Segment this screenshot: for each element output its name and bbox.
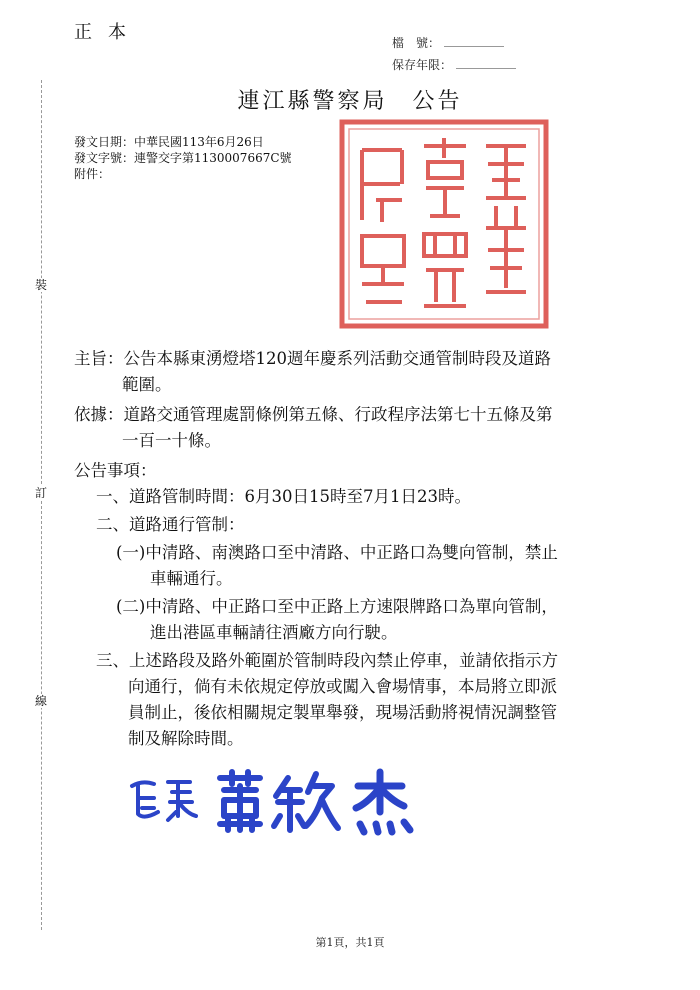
binding-char-xian: 線 <box>34 694 47 708</box>
notice-item-3-line-1: 三、上述路段及路外範圍於管制時段內禁止停車，並請依指示方 <box>96 651 558 670</box>
document-header <box>74 134 292 182</box>
notice-sub-1-line-1: (一)中清路、南澳路口至中清路、中正路口為雙向管制，禁止 <box>116 543 558 562</box>
reference-number: 發文字號：連警交字第1130007667C號 <box>74 151 292 165</box>
notice-sub-2-line-1: (二)中清路、中正路口至中正路上方速限牌路口為單向管制， <box>116 597 558 616</box>
notice-item-2: 二、道路通行管制： <box>96 515 245 534</box>
signature-image <box>128 764 428 840</box>
basis-line-1: 依據：道路交通管理處罰條例第五條、行政程序法第七十五條及第 <box>74 405 553 424</box>
binding-char-zhuang: 裝 <box>34 278 47 292</box>
basis-line-2: 一百一十條。 <box>122 431 221 450</box>
signature-strokes <box>132 772 410 832</box>
binding-line <box>41 80 42 930</box>
file-number-value <box>444 45 504 47</box>
copy-mark: 正本 <box>74 22 142 43</box>
notice-item-1: 一、道路管制時間：6月30日15時至7月1日23時。 <box>96 487 471 506</box>
file-number-label: 檔 號： <box>392 36 441 50</box>
document-title: 連江縣警察局 公告 <box>237 89 463 114</box>
notice-item-3-line-2: 向通行，倘有未依規定停放或闖入會場情事，本局將立即派 <box>128 677 557 696</box>
notice-item-3-line-3: 員制止，後依相關規定製單舉發，現場活動將視情況調整管 <box>128 703 557 722</box>
notice-sub-2-line-2: 進出港區車輛請往酒廠方向行駛。 <box>150 623 398 642</box>
retention-value <box>456 67 516 69</box>
binding-margin <box>34 80 48 930</box>
retention-label: 保存年限： <box>392 58 453 72</box>
notice-sub-1-line-2: 車輛通行。 <box>150 569 233 588</box>
seal-mark <box>342 122 546 326</box>
file-number-field <box>392 34 504 51</box>
subject-line-1: 主旨：公告本縣東湧燈塔120週年慶系列活動交通管制時段及道路 <box>74 349 551 368</box>
notice-item-3-line-4: 制及解除時間。 <box>128 729 244 748</box>
page-number: 第1頁，共1頁 <box>315 936 385 949</box>
subject-line-2: 範圍。 <box>122 375 172 394</box>
issue-date: 發文日期：中華民國113年6月26日 <box>74 135 264 149</box>
official-seal-image <box>336 116 552 332</box>
binding-char-ding: 訂 <box>34 486 47 500</box>
retention-field <box>392 56 516 73</box>
notice-heading: 公告事項： <box>74 461 157 480</box>
attachment-line: 附件： <box>74 167 111 181</box>
